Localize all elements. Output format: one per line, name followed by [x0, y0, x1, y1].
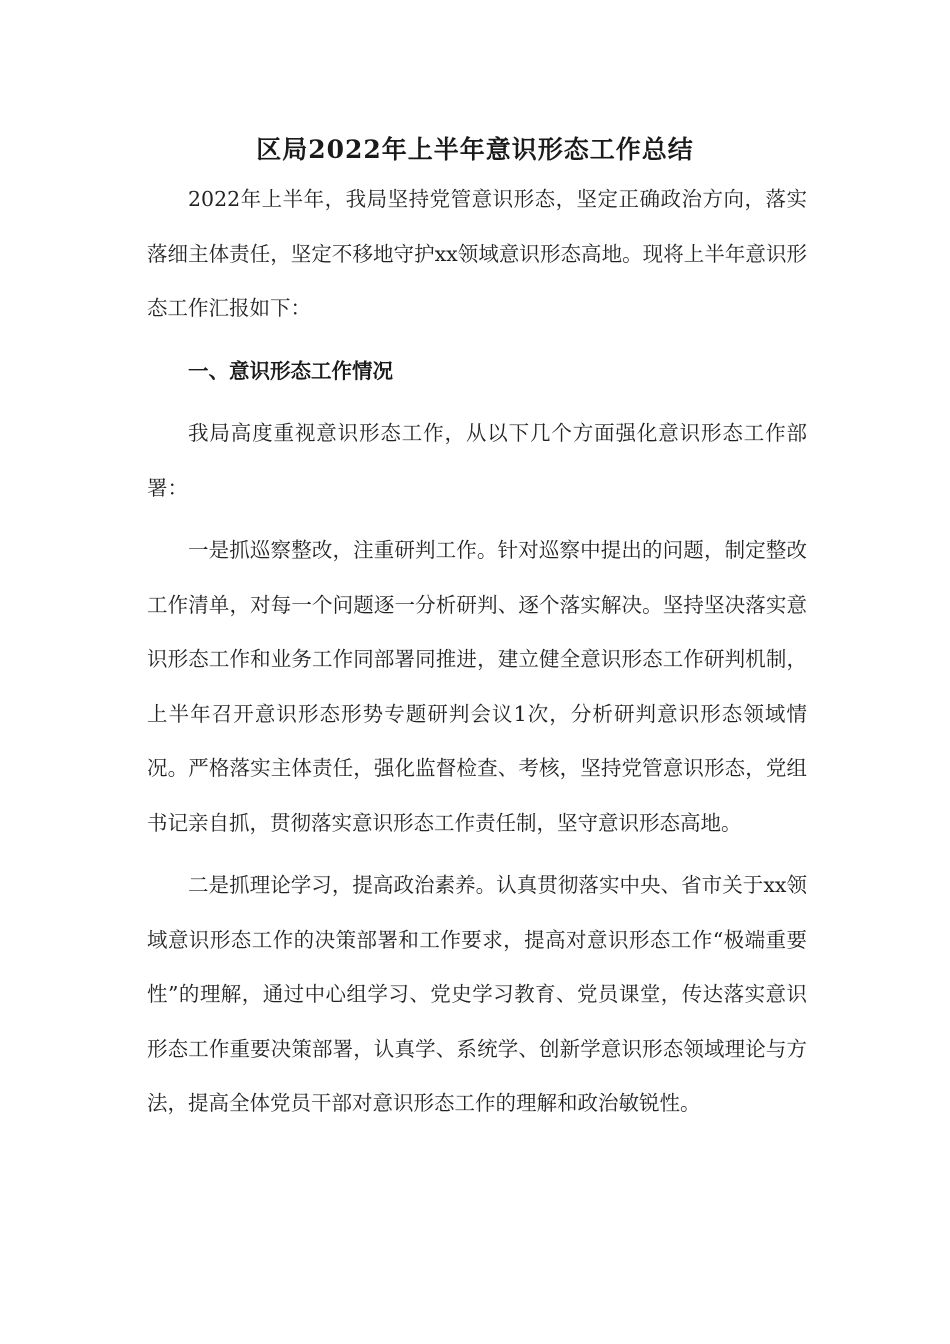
document-title: 区局2022年上半年意识形态工作总结 — [256, 135, 694, 164]
section-heading: 一、意识形态工作情况 — [188, 358, 393, 383]
document-body — [147, 172, 807, 1131]
point-two-paragraph: 二是抓理论学习，提高政治素养。认真贯彻落实中央、省市关于xx领域意识形态工作的决策部署和工作要求，提高对意识形态工作“极端重要性”的理解，通过中心组学习、党史学习教育、党员课堂，传达落实意识形态工作重要决策部署，认真学、系统学、创新学意识形态领域理论与方法，提高全体党员干部对意识形态工作的理解和政治敏锐性。 — [147, 873, 807, 1115]
section-intro-paragraph: 我局高度重视意识形态工作，从以下几个方面强化意识形态工作部署： — [147, 421, 807, 500]
point-one-paragraph: 一是抓巡察整改，注重研判工作。针对巡察中提出的问题，制定整改工作清单，对每一个问题逐一分析研判、逐个落实解决。坚持坚决落实意识形态工作和业务工作同部署同推进，建立健全意识形态工作研判机制，上半年召开意识形态形势专题研判会议1次，分析研判意识形态领域情况。严格落实主体责任，强化监督检查、考核，坚持党管意识形态，党组书记亲自抓，贯彻落实意识形态工作责任制，坚守意识形态高地。 — [147, 538, 807, 835]
intro-paragraph: 2022年上半年，我局坚持党管意识形态，坚定正确政治方向，落实落细主体责任，坚定不移地守护xx领域意识形态高地。现将上半年意识形态工作汇报如下： — [147, 187, 807, 320]
